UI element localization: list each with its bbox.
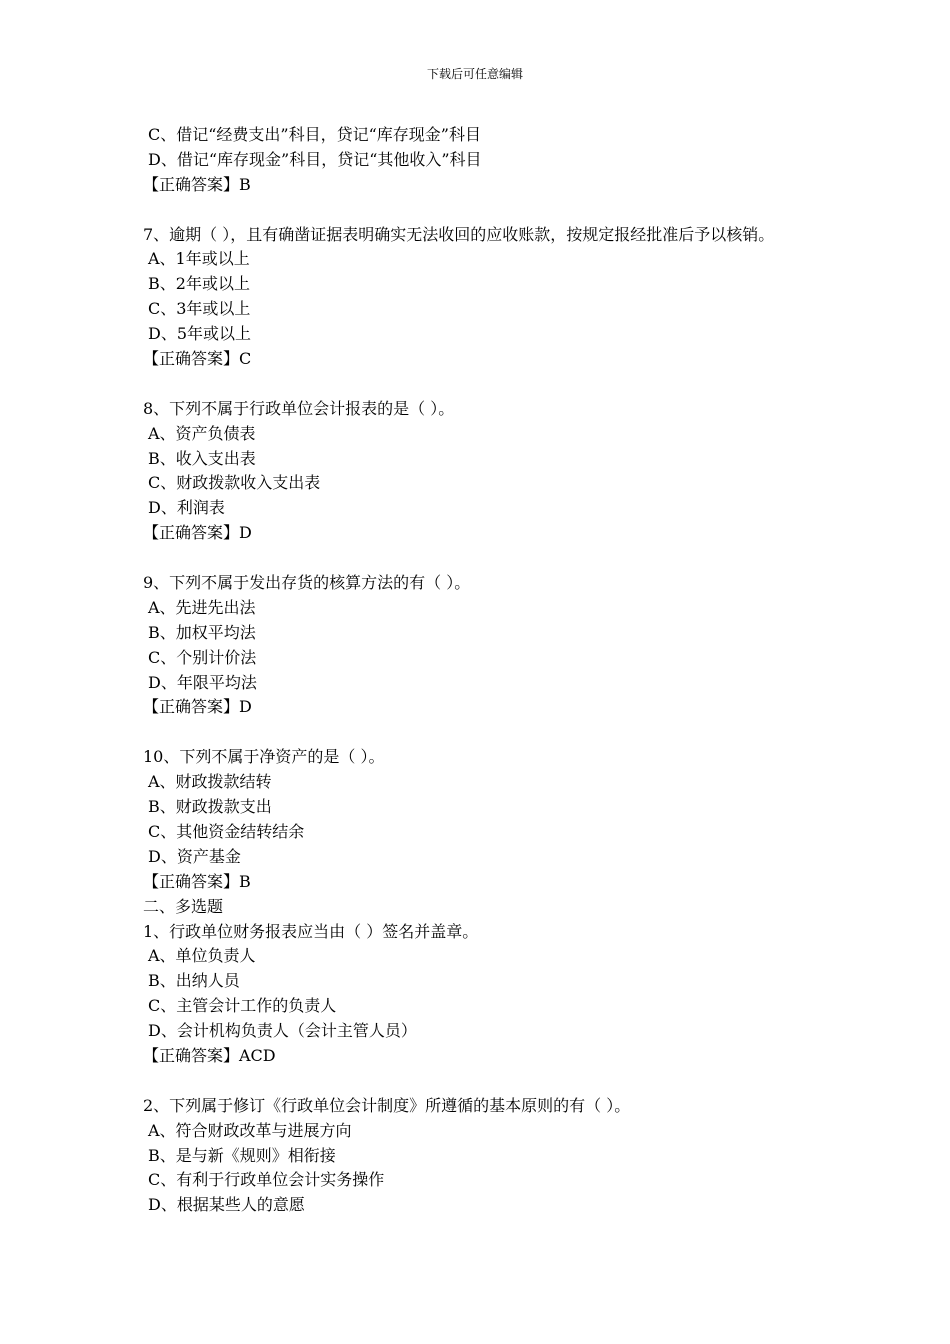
option-line: B、收入支出表 — [148, 448, 256, 468]
question-line: 2、下列属于修订《行政单位会计制度》所遵循的基本原则的有（ ）。 — [143, 1095, 631, 1115]
option-line: A、先进先出法 — [148, 597, 256, 617]
blank-line — [143, 198, 843, 223]
option-line: B、财政拨款支出 — [148, 797, 272, 817]
option-line: D、根据某些人的意愿 — [148, 1195, 305, 1215]
option-line: C、其他资金结转结余 — [148, 821, 305, 841]
option-line: B、出纳人员 — [148, 971, 240, 991]
option-line: C、个别计价法 — [148, 647, 257, 667]
blank-line — [143, 1069, 843, 1094]
section-heading: 二、多选题 — [143, 896, 224, 916]
option-line: D、5年或以上 — [148, 324, 252, 344]
blank-line — [143, 720, 843, 745]
option-line: B、是与新《规则》相衔接 — [148, 1145, 336, 1165]
question-line: 10、下列不属于净资产的是（ ）。 — [143, 747, 385, 767]
option-line: C、借记“经费支出”科目，贷记“库存现金”科目 — [148, 125, 481, 144]
option-line: B、加权平均法 — [148, 622, 256, 642]
option-line: D、利润表 — [148, 498, 225, 518]
document-body — [143, 123, 843, 1218]
answer-line: 【正确答案】ACD — [143, 1045, 276, 1065]
answer-line: 【正确答案】B — [143, 174, 251, 194]
answer-line: 【正确答案】D — [143, 697, 252, 717]
option-line: D、借记“库存现金”科目，贷记“其他收入”科目 — [148, 149, 482, 169]
option-line: A、资产负债表 — [148, 423, 256, 443]
blank-line — [143, 546, 843, 571]
option-line: D、年限平均法 — [148, 672, 257, 692]
question-line: 7、逾期（ ），且有确凿证据表明确实无法收回的应收账款，按规定报经批准后予以核销。 — [143, 224, 775, 244]
blank-line — [143, 372, 843, 397]
option-line: C、有利于行政单位会计实务操作 — [148, 1170, 385, 1190]
question-line: 9、下列不属于发出存货的核算方法的有（ ）。 — [143, 573, 471, 593]
option-line: D、资产基金 — [148, 846, 241, 866]
option-line: A、财政拨款结转 — [148, 772, 272, 792]
answer-line: 【正确答案】C — [143, 349, 252, 369]
option-line: A、符合财政改革与进展方向 — [148, 1120, 352, 1140]
option-line: C、财政拨款收入支出表 — [148, 473, 321, 493]
option-line: C、主管会计工作的负责人 — [148, 996, 337, 1016]
option-line: C、3年或以上 — [148, 299, 251, 319]
page-header: 下载后可任意编辑 — [426, 67, 523, 81]
question-line: 1、行政单位财务报表应当由（ ）签名并盖章。 — [143, 921, 479, 941]
answer-line: 【正确答案】D — [143, 523, 252, 543]
option-line: A、单位负责人 — [148, 946, 256, 966]
answer-line: 【正确答案】B — [143, 871, 251, 891]
option-line: A、1年或以上 — [148, 249, 250, 269]
option-line: D、会计机构负责人（会计主管人员） — [148, 1021, 417, 1041]
option-line: B、2年或以上 — [148, 274, 250, 294]
question-line: 8、下列不属于行政单位会计报表的是（ ）。 — [143, 398, 455, 418]
